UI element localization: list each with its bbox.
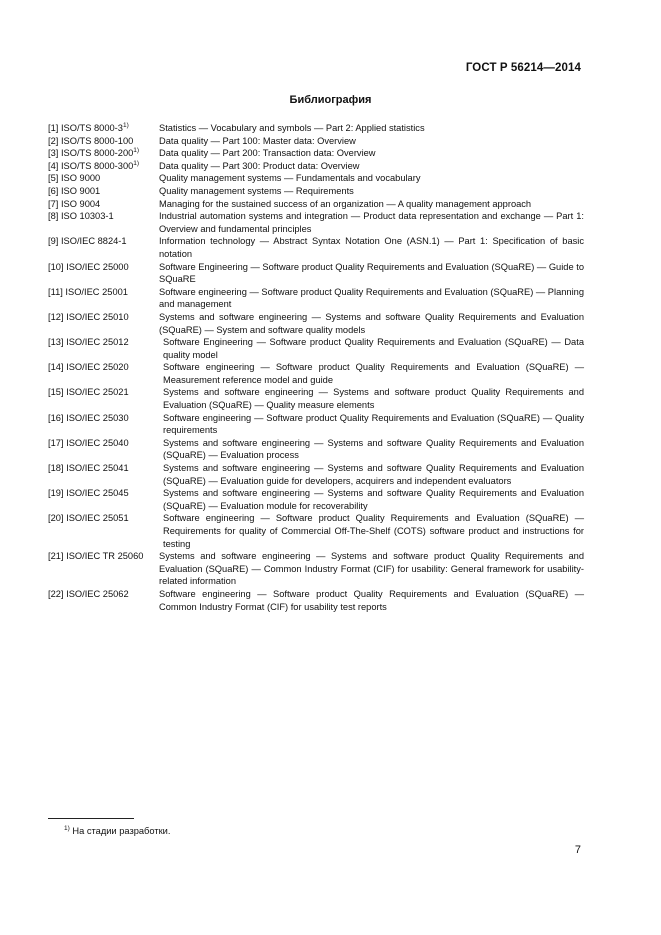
entry-reference xyxy=(48,361,163,386)
entry-reference xyxy=(48,147,159,160)
bibliography-entry xyxy=(48,286,584,311)
entry-standard-code: ISO/TS 8000-200 xyxy=(60,148,134,159)
entry-number: [13] xyxy=(48,337,64,348)
bibliography-entry xyxy=(48,336,584,361)
entry-reference xyxy=(48,198,159,211)
bibliography-entry xyxy=(48,261,584,286)
entry-standard-code: ISO/IEC 8824-1 xyxy=(60,236,127,247)
entry-title: Systems and software engineering — Systems and software Quality Requirements and Evaluation (SQuaRE) — Evaluation process xyxy=(163,437,584,461)
entry-title: Systems and software engineering — Systems and software Quality Requirements and Evaluation (SQuaRE) — System and software quality models xyxy=(159,311,584,335)
entry-reference xyxy=(48,588,159,613)
entry-standard-code: ISO/IEC 25001 xyxy=(65,286,128,297)
entry-number: [20] xyxy=(48,513,64,524)
entry-number: [19] xyxy=(48,488,64,499)
entry-reference xyxy=(48,286,159,311)
entry-standard-code: ISO/IEC 25041 xyxy=(66,463,129,474)
entry-number: [5] xyxy=(48,173,59,184)
bibliography-entry xyxy=(48,311,584,336)
entry-number: [15] xyxy=(48,387,64,398)
bibliography-entry xyxy=(48,122,584,135)
bibliography-entry xyxy=(48,135,584,148)
entry-title: Systems and software engineering — Systems and software Quality Requirements and Evaluation (SQuaRE) — Evaluation guide for developers, acquirers and independent evaluators xyxy=(163,463,584,486)
bibliography-list xyxy=(48,122,584,613)
bibliography-entry xyxy=(48,361,584,386)
entry-standard-code: ISO/IEC 25021 xyxy=(66,387,129,398)
entry-title: Software engineering — Software product Quality Requirements and Evaluation (SQuaRE) — Quality requirements xyxy=(163,412,584,436)
entry-reference xyxy=(48,185,159,198)
entry-reference xyxy=(48,550,159,588)
entry-reference xyxy=(48,135,159,148)
bibliography-entry xyxy=(48,210,584,235)
footnote-text: На стадии разработки. xyxy=(72,826,171,836)
entry-standard-code: ISO 9000 xyxy=(60,173,101,184)
entry-standard-code: ISO 9004 xyxy=(60,198,101,209)
entry-reference xyxy=(48,122,159,135)
entry-reference xyxy=(48,210,159,235)
entry-title: Software Engineering — Software product Quality Requirements and Evaluation (SQuaRE) — Guide to SQuaRE xyxy=(159,261,584,285)
bibliography-entry xyxy=(48,160,584,173)
entry-number: [9] xyxy=(48,236,59,247)
entry-standard-code: ISO/TS 8000-300 xyxy=(60,160,134,171)
entry-title: Software engineering — Software product Quality Requirements and Evaluation (SQuaRE) — Requirements for quality of Commercial Off-The-Shelf (COTS) software product and instructions for testing xyxy=(163,513,584,549)
entry-title: Statistics — Vocabulary and symbols — Part 2: Applied statistics xyxy=(159,123,425,133)
entry-standard-code: ISO/IEC 25040 xyxy=(66,437,129,448)
bibliography-entry xyxy=(48,235,584,260)
entry-title: Software engineering — Software product Quality Requirements and Evaluation (SQuaRE) — Measurement reference model and guide xyxy=(163,362,584,385)
entry-number: [11] xyxy=(48,286,63,297)
entry-footnote-mark: 1) xyxy=(133,159,140,167)
entry-title: Systems and software engineering — Systems and software product Quality Requirements and Evaluation (SQuaRE) — Quality measure elements xyxy=(163,387,584,411)
entry-title: Data quality — Part 300: Product data: Overview xyxy=(159,160,360,171)
entry-number: [22] xyxy=(48,588,64,599)
entry-title: Software engineering — Software product Quality Requirements and Evaluation (SQuaRE) — Common Industry Format (CIF) for usability test reports xyxy=(159,588,584,612)
bibliography-entry xyxy=(48,386,584,411)
entry-standard-code: ISO/IEC 25030 xyxy=(66,412,129,423)
entry-reference xyxy=(48,462,163,487)
entry-title: Quality management systems — Requirements xyxy=(159,185,354,196)
entry-reference xyxy=(48,160,159,173)
entry-number: [4] xyxy=(48,160,59,171)
footnote xyxy=(64,826,170,836)
bibliography-entry xyxy=(48,512,584,550)
entry-reference xyxy=(48,487,163,512)
entry-number: [17] xyxy=(48,437,64,448)
entry-title: Systems and software engineering — Systems and software product Quality Requirements and Evaluation (SQuaRE) — Common Industry Format (CIF) for usability: General framework for usability-related information xyxy=(159,551,584,587)
entry-title: Quality management systems — Fundamentals and vocabulary xyxy=(159,173,421,184)
entry-number: [14] xyxy=(48,362,64,373)
bibliography-entry xyxy=(48,487,584,512)
entry-number: [12] xyxy=(48,311,64,322)
entry-title: Software engineering — Software product Quality Requirements and Evaluation (SQuaRE) — Planning and management xyxy=(159,286,584,310)
entry-standard-code: ISO/IEC 25012 xyxy=(66,337,129,348)
entry-number: [21] xyxy=(48,551,64,562)
section-title: Библиография xyxy=(289,94,372,106)
entry-title: Systems and software engineering — Systems and software Quality Requirements and Evaluation (SQuaRE) — Evaluation module for recoverability xyxy=(163,488,584,511)
entry-number: [16] xyxy=(48,412,64,423)
entry-standard-code: ISO/IEC 25045 xyxy=(66,488,129,499)
bibliography-entry xyxy=(48,550,584,588)
entry-number: [7] xyxy=(48,198,59,209)
entry-reference xyxy=(48,412,163,437)
entry-number: [8] xyxy=(48,211,59,222)
entry-reference xyxy=(48,437,163,462)
entry-standard-code: ISO/TS 8000-3 xyxy=(60,123,123,133)
bibliography-entry xyxy=(48,147,584,160)
entry-title: Industrial automation systems and integration — Product data representation and exchange — Part 1: Overview and fundamental principles xyxy=(159,211,584,234)
entry-standard-code: ISO/TS 8000-100 xyxy=(60,135,134,146)
entry-title: Software Engineering — Software product Quality Requirements and Evaluation (SQuaRE) — Data quality model xyxy=(163,337,584,360)
entry-standard-code: ISO/IEC 25020 xyxy=(66,362,129,373)
bibliography-entry xyxy=(48,588,584,613)
entry-number: [3] xyxy=(48,148,59,159)
footnote-divider xyxy=(48,818,134,819)
bibliography-entry xyxy=(48,462,584,487)
entry-reference xyxy=(48,172,159,185)
bibliography-entry xyxy=(48,198,584,211)
entry-reference xyxy=(48,311,159,336)
entry-title: Data quality — Part 100: Master data: Overview xyxy=(159,135,356,146)
standard-header: ГОСТ Р 56214—2014 xyxy=(465,62,581,74)
bibliography-entry xyxy=(48,172,584,185)
bibliography-entry xyxy=(48,412,584,437)
entry-number: [2] xyxy=(48,135,59,146)
bibliography-entry xyxy=(48,437,584,462)
entry-standard-code: ISO/IEC 25000 xyxy=(66,261,129,272)
entry-number: [1] xyxy=(48,123,59,133)
entry-standard-code: ISO/IEC 25062 xyxy=(66,588,129,599)
entry-standard-code: ISO/IEC TR 25060 xyxy=(66,551,144,562)
footnote-mark: 1) xyxy=(64,825,70,832)
entry-reference xyxy=(48,386,163,411)
entry-number: [18] xyxy=(48,463,64,474)
entry-standard-code: ISO/IEC 25010 xyxy=(66,311,129,322)
entry-standard-code: ISO 10303-1 xyxy=(60,211,114,222)
entry-footnote-mark: 1) xyxy=(133,147,140,155)
entry-reference xyxy=(48,512,163,550)
entry-reference xyxy=(48,235,159,260)
entry-standard-code: ISO/IEC 25051 xyxy=(66,513,129,524)
page-number: 7 xyxy=(574,844,581,856)
entry-footnote-mark: 1) xyxy=(122,122,129,129)
entry-reference xyxy=(48,336,163,361)
entry-title: Information technology — Abstract Syntax Notation One (ASN.1) — Part 1: Specification of basic notation xyxy=(159,236,584,259)
entry-title: Managing for the sustained success of an organization — A quality management approach xyxy=(159,198,532,209)
bibliography-entry xyxy=(48,185,584,198)
entry-reference xyxy=(48,261,159,286)
entry-standard-code: ISO 9001 xyxy=(60,185,101,196)
entry-number: [6] xyxy=(48,185,59,196)
entry-title: Data quality — Part 200: Transaction data: Overview xyxy=(159,148,376,159)
entry-number: [10] xyxy=(48,261,64,272)
